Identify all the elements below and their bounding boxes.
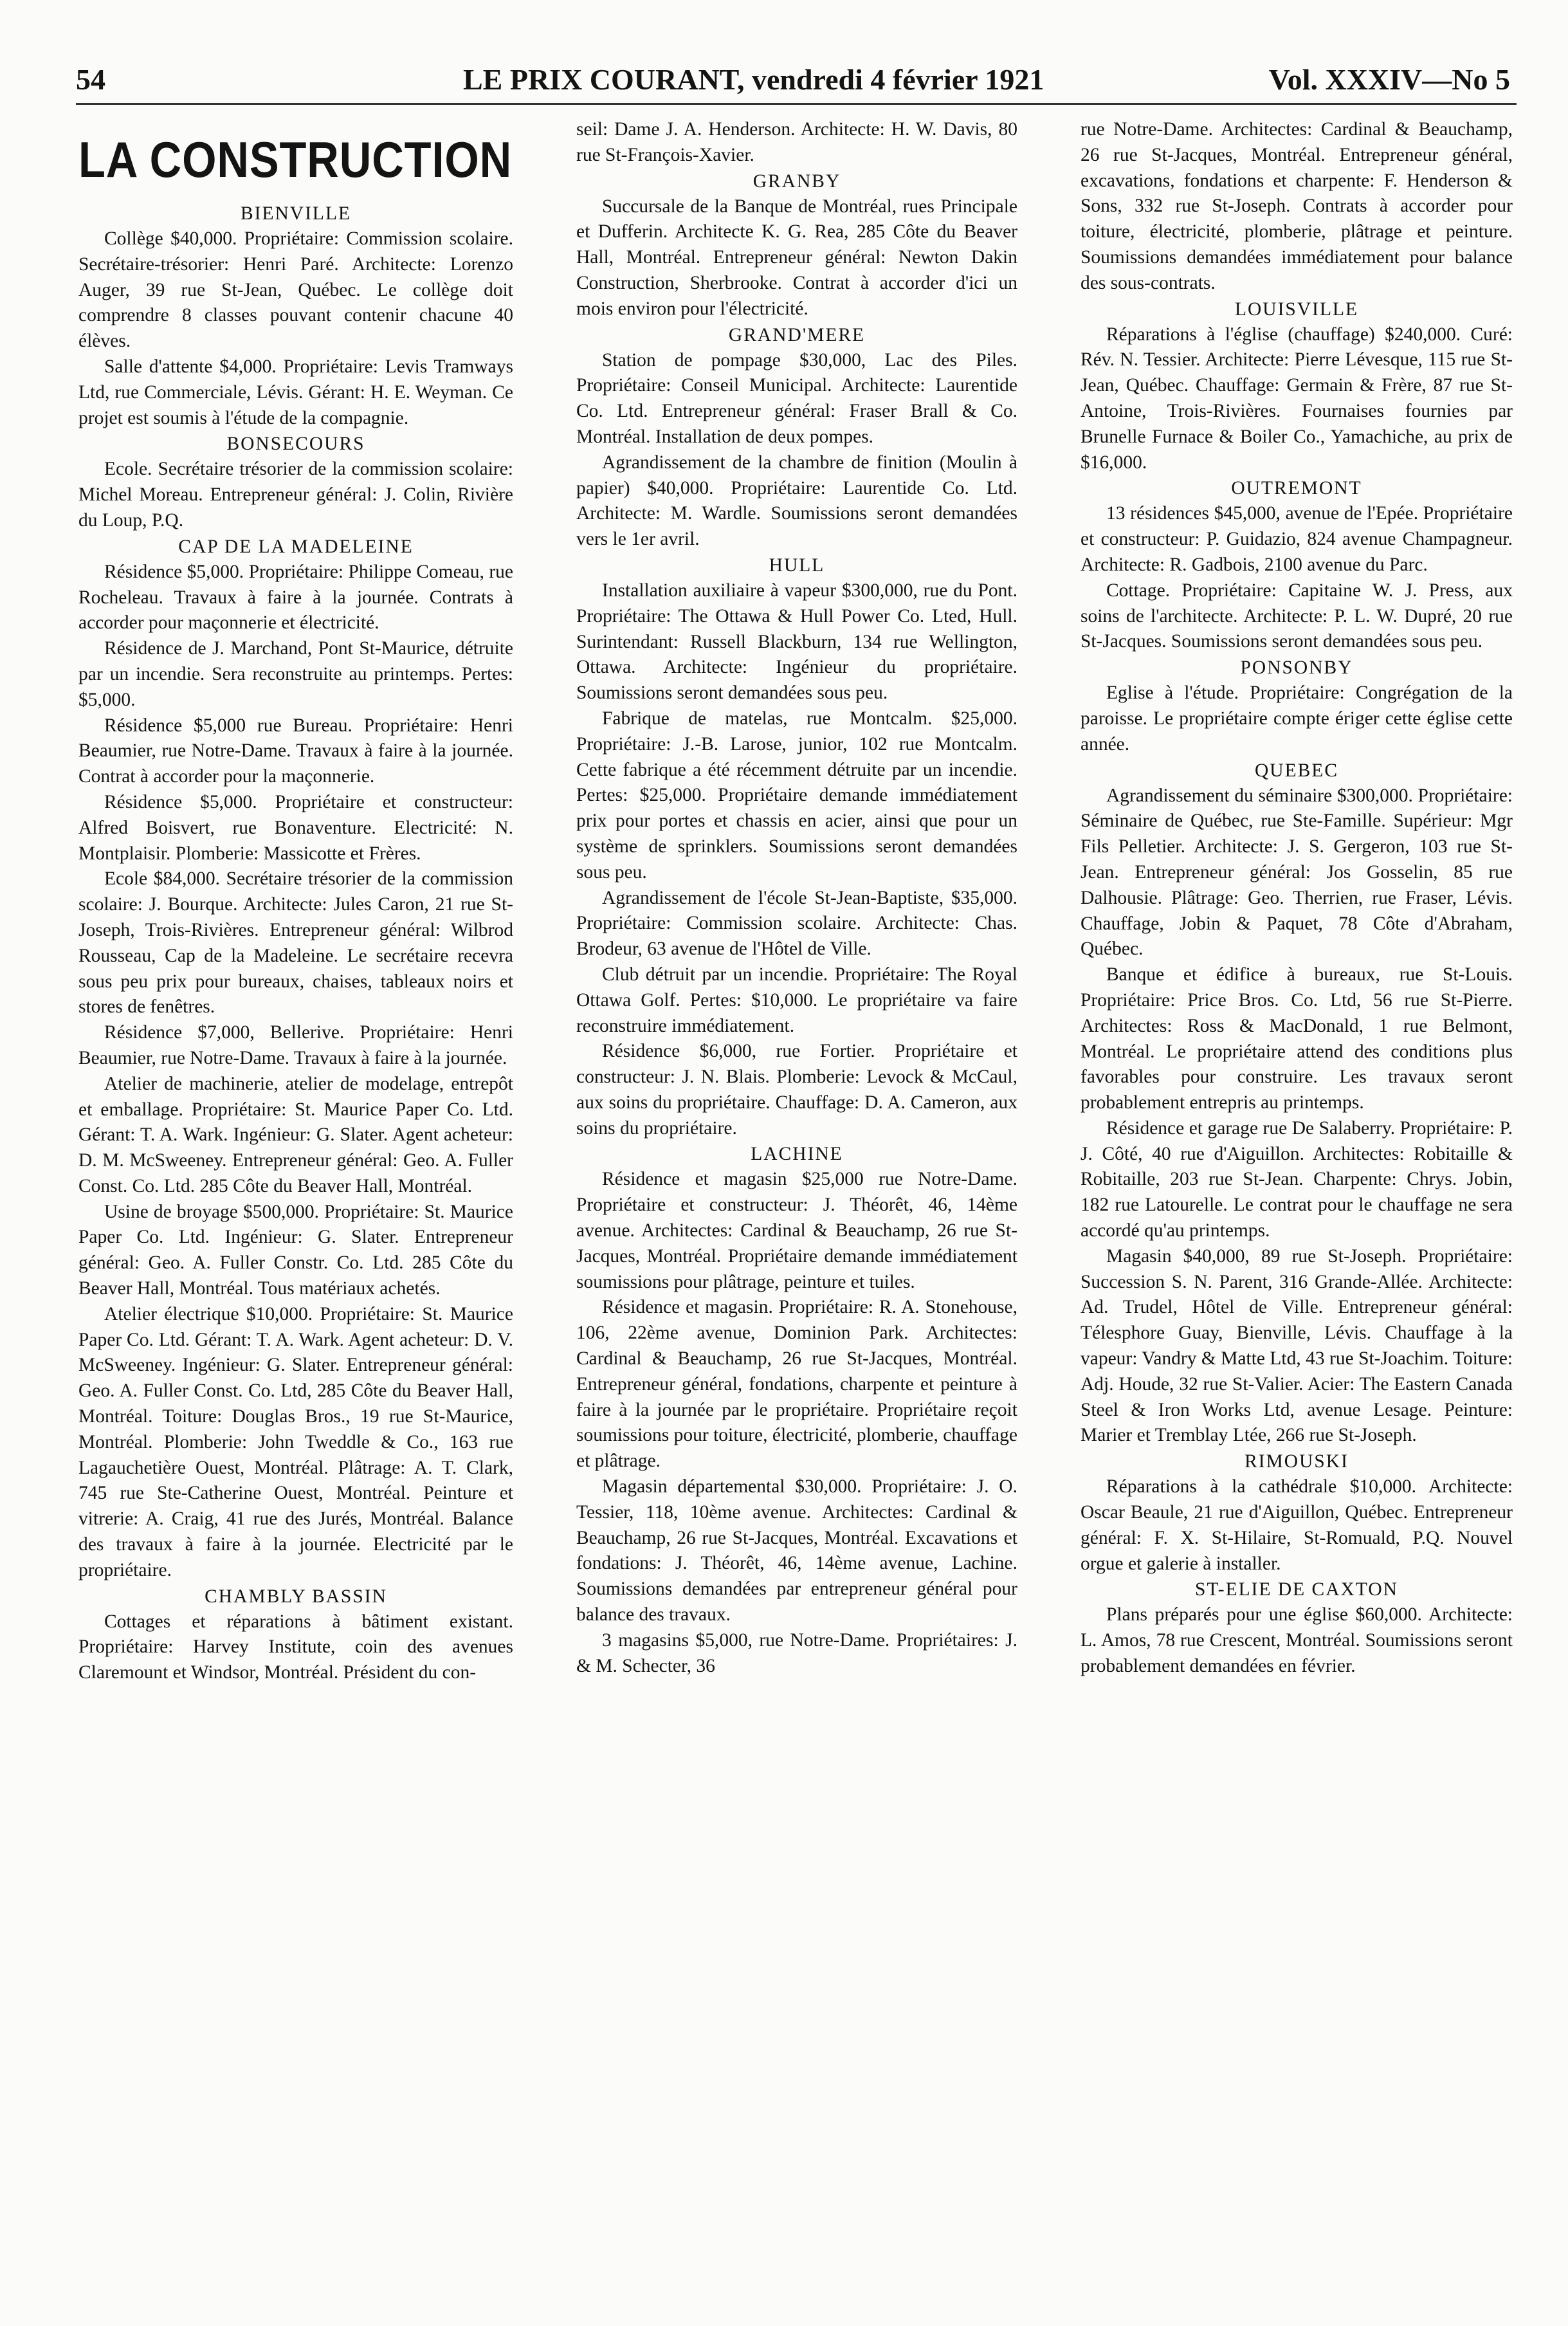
listing-paragraph: Résidence et garage rue De Salaberry. Propriétaire: P. J. Côté, 40 rue d'Aiguillon. Architectes: Robitaille & Robitaille, 203 rue St-Jean. Charpente: Chrys. Jobin, 182 rue Latourelle. Le contrat pour le chauffage ne sera accordé qu'au printemps. — [1080, 1117, 1513, 1241]
listing-paragraph: Plans préparés pour une église $60,000. Architecte: L. Amos, 78 rue Crescent, Montréal. Soumissions seront probablement demandées en février. — [1080, 1604, 1513, 1677]
listing-paragraph: Résidence $7,000, Bellerive. Propriétaire: Henri Beaumier, rue Notre-Dame. Travaux à faire à la journée. — [78, 1022, 513, 1068]
listing-paragraph: Résidence $5,000 rue Bureau. Propriétaire: Henri Beaumier, rue Notre-Dame. Travaux à faire à la journée. Contrat à accorder pour la maçonnerie. — [78, 715, 513, 787]
listing-paragraph: Salle d'attente $4,000. Propriétaire: Levis Tramways Ltd, rue Commerciale, Lévis. Gérant: H. E. Weyman. Ce projet est soumis à l'étude de la compagnie. — [78, 356, 513, 428]
continued-paragraph: rue Notre-Dame. Architectes: Cardinal & Beauchamp, 26 rue St-Jacques, Montréal. Entrepreneur général, excavations, fondations et charpente: F. Henderson & Sons, 332 rue St-Joseph. Contrats à accorder pour toiture, électricité, plomberie, plâtrage et peinture. Soumissions demandées immédiatement pour balance des sous-contrats. — [1080, 119, 1513, 293]
locality-heading: OUTREMONT — [1231, 478, 1362, 499]
volume-number: Vol. XXXIV—No 5 — [1268, 63, 1510, 96]
listing-paragraph: Installation auxiliaire à vapeur $300,000, rue du Pont. Propriétaire: The Ottawa & Hull Power Co. Lted, Hull. Surintendant: Russell Blackburn, 134 rue Wellington, Ottawa. Architecte: Ingénieur du propriétaire. Soumissions seront demandées sous peu. — [576, 580, 1017, 704]
locality-heading: GRAND'MERE — [728, 324, 866, 345]
listing-paragraph: Ecole. Secrétaire trésorier de la commission scolaire: Michel Moreau. Entrepreneur général: J. Colin, Rivière du Loup, P.Q. — [78, 459, 513, 531]
listing-paragraph: Agrandissement de la chambre de finition (Moulin à papier) $40,000. Propriétaire: Laurentide Co. Ltd. Architecte: M. Wardle. Soumissions seront demandées vers le 1er avril. — [576, 452, 1017, 550]
column-2 — [576, 117, 1017, 2290]
listing-paragraph: Résidence $6,000, rue Fortier. Propriétaire et constructeur: J. N. Blais. Plomberie: Levock & McCaul, aux soins du propriétaire. Chauffage: D. A. Cameron, aux soins du propriétaire. — [576, 1041, 1017, 1139]
header-rule — [76, 103, 1517, 105]
listing-paragraph: Fabrique de matelas, rue Montcalm. $25,000. Propriétaire: J.-B. Larose, junior, 102 rue Montcalm. Cette fabrique a été récemment détruite par un incendie. Pertes: $25,000. Propriétaire demande immédiatement prix pour portes et chassis en acier, ainsi que pour un système de sprinklers. Soumissions seront demandées sous peu. — [576, 708, 1017, 883]
locality-heading: HULL — [769, 554, 825, 576]
locality-heading: LACHINE — [751, 1144, 843, 1165]
locality-heading: BONSECOURS — [226, 434, 365, 455]
listing-paragraph: Eglise à l'étude. Propriétaire: Congrégation de la paroisse. Le propriétaire compte ériger cette église cette année. — [1080, 682, 1513, 755]
listing-paragraph: Collège $40,000. Propriétaire: Commission scolaire. Secrétaire-trésorier: Henri Paré. Architecte: Lorenzo Auger, 39 rue St-Jean, Québec. Le collège doit comprendre 8 classes pouvant contenir chacune 40 élèves. — [78, 228, 513, 352]
listing-paragraph: Réparations à l'église (chauffage) $240,000. Curé: Rév. N. Tessier. Architecte: Pierre Lévesque, 115 rue St-Jean, Québec. Chauffage: Germain & Frère, 87 rue St-Antoine, Trois-Rivières. Fournaises fournies par Brunelle Furnace & Boiler Co., Yamachiche, au prix de $16,000. — [1080, 324, 1513, 473]
locality-heading: ST-ELIE DE CAXTON — [1195, 1579, 1398, 1600]
listing-paragraph: Banque et édifice à bureaux, rue St-Louis. Propriétaire: Price Bros. Co. Ltd, 56 rue St-Pierre. Architectes: Ross & MacDonald, 1 rue Belmont, Montréal. Le propriétaire attend des conditions plus favorables pour construire. Les travaux seront probablement entrepris au printemps. — [1080, 964, 1513, 1113]
listing-paragraph: Magasin départemental $30,000. Propriétaire: J. O. Tessier, 118, 10ème avenue. Architectes: Cardinal & Beauchamp, 26 rue St-Jacques, Montréal. Excavations et fondations: J. Théorêt, 46, 14ème avenue, Lachine. Soumissions demandées par entrepreneur général pour balance des travaux. — [576, 1476, 1017, 1625]
listing-paragraph: 3 magasins $5,000, rue Notre-Dame. Propriétaires: J. & M. Schecter, 36 — [576, 1629, 1017, 1676]
section-title: LA CONSTRUCTION — [78, 131, 513, 188]
listing-paragraph: Cottages et réparations à bâtiment existant. Propriétaire: Harvey Institute, coin des avenues Claremount et Windsor, Montréal. Président du con- — [78, 1611, 513, 1683]
listing-paragraph: Atelier de machinerie, atelier de modelage, entrepôt et emballage. Propriétaire: St. Maurice Paper Co. Ltd. Gérant: T. A. Wark. Ingénieur: G. Slater. Agent acheteur: D. M. McSweeney. Entrepreneur général: Geo. A. Fuller Const. Co. Ltd. 285 Côte du Beaver Hall, Montréal. — [78, 1073, 513, 1196]
listing-paragraph: Usine de broyage $500,000. Propriétaire: St. Maurice Paper Co. Ltd. Ingénieur: G. Slater. Entrepreneur général: Geo. A. Fuller Constr. Co. Ltd. 285 Côte du Beaver Hall, Montréal. Tous matériaux achetés. — [78, 1201, 513, 1299]
locality-heading: QUEBEC — [1255, 760, 1338, 781]
listing-paragraph: Cottage. Propriétaire: Capitaine W. J. Press, aux soins de l'architecte. Architecte: P. L. W. Dupré, 20 rue St-Jacques. Soumissions seront demandées sous peu. — [1080, 580, 1513, 652]
listing-paragraph: Résidence $5,000. Propriétaire: Philippe Comeau, rue Rocheleau. Travaux à faire à la journée. Contrats à accorder pour maçonnerie et électricité. — [78, 561, 513, 634]
continued-paragraph: seil: Dame J. A. Henderson. Architecte: H. W. Davis, 80 rue St-François-Xavier. — [576, 119, 1017, 165]
locality-heading: LOUISVILLE — [1234, 298, 1359, 320]
locality-heading: BIENVILLE — [240, 203, 351, 224]
locality-heading: PONSONBY — [1240, 657, 1353, 679]
listing-paragraph: Résidence et magasin $25,000 rue Notre-Dame. Propriétaire et constructeur: J. Théorêt, 46, 14ème avenue. Architectes: Cardinal & Beauchamp, 26 rue St-Jacques, Montréal. Propriétaire demande immédiatement soumissions pour plâtrage, peinture et tuiles. — [576, 1169, 1017, 1292]
locality-heading: RIMOUSKI — [1244, 1451, 1349, 1472]
publication-title: LE PRIX COURANT, vendredi 4 février 1921 — [463, 63, 1044, 96]
listing-paragraph: Agrandissement de l'école St-Jean-Baptiste, $35,000. Propriétaire: Commission scolaire. Architecte: Chas. Brodeur, 63 avenue de l'Hôtel de Ville. — [576, 887, 1017, 960]
listing-paragraph: Ecole $84,000. Secrétaire trésorier de la commission scolaire: J. Bourque. Architecte: Jules Caron, 21 rue St-Joseph, Trois-Rivières. Entrepreneur général: Wilbrod Rousseau, Cap de la Madeleine. Le secrétaire recevra sous peu prix pour bureaux, chaises, tableaux noirs et stores de fenêtres. — [78, 868, 513, 1018]
listing-paragraph: Magasin $40,000, 89 rue St-Joseph. Propriétaire: Succession S. N. Parent, 316 Grande-Allée. Architecte: Ad. Trudel, Hôtel de Ville. Entrepreneur général: Télesphore Guay, Bienville, Lévis. Chauffage à la vapeur: Vandry & Matte Ltd, 43 rue St-Joachim. Toiture: Adj. Houde, 32 rue St-Valier. Acier: The Eastern Canada Steel & Iron Works Ltd, avenue Lesage. Peinture: Marier et Tremblay Ltée, 266 rue St-Joseph. — [1080, 1245, 1513, 1446]
locality-heading: CAP DE LA MADELEINE — [178, 536, 414, 557]
locality-heading: GRANBY — [752, 170, 841, 192]
listing-paragraph: Agrandissement du séminaire $300,000. Propriétaire: Séminaire de Québec, rue Ste-Famille. Supérieur: Mgr Fils Pelletier. Architecte: J. S. Gergeron, 103 rue St-Jean. Entrepreneur général: Jos Gosselin, 85 rue Dalhousie. Plâtrage: Geo. Therrien, rue Fraser, Lévis. Chauffage, Jobin & Paquet, 78 Côte d'Abraham, Québec. — [1080, 785, 1513, 960]
listing-paragraph: Réparations à la cathédrale $10,000. Architecte: Oscar Beaule, 21 rue d'Aiguillon, Québec. Entrepreneur général: F. X. St-Hilaire, St-Romuald, P.Q. Nouvel orgue et galerie à installer. — [1080, 1476, 1513, 1574]
listing-paragraph: Résidence $5,000. Propriétaire et constructeur: Alfred Boisvert, rue Bonaventure. Electricité: N. Montplaisir. Plomberie: Massicotte et Frères. — [78, 791, 513, 864]
page-number: 54 — [76, 63, 105, 96]
page-header — [76, 59, 1510, 100]
column-3 — [1080, 117, 1513, 2290]
locality-heading: CHAMBLY BASSIN — [205, 1586, 387, 1607]
column-1 — [78, 114, 513, 2290]
listing-paragraph: Club détruit par un incendie. Propriétaire: The Royal Ottawa Golf. Pertes: $10,000. Le propriétaire va faire reconstruire immédiatement. — [576, 964, 1017, 1036]
listing-paragraph: Atelier électrique $10,000. Propriétaire: St. Maurice Paper Co. Ltd. Gérant: T. A. Wark. Agent acheteur: D. V. McSweeney. Ingénieur: G. Slater. Entrepreneur général: Geo. A. Fuller Const. Co. Ltd, 285 Côte du Beaver Hall, Montréal. Toiture: Douglas Bros., 19 rue St-Maurice, Montréal. Plomberie: John Tweddle & Co., 163 rue Lagauchetière Ouest, Montréal. Plâtrage: A. T. Clark, 745 rue Ste-Catherine Ouest, Montréal. Peinture et vitrerie: A. Craig, 41 rue des Jurés, Montréal. Balance des travaux à faire à la journée. Electricité par le propriétaire. — [78, 1303, 513, 1580]
listing-paragraph: Résidence et magasin. Propriétaire: R. A. Stonehouse, 106, 22ème avenue, Dominion Park. Architectes: Cardinal & Beauchamp, 26 rue St-Jacques, Montréal. Entrepreneur général, fondations, charpente et peinture à faire à la journée par le propriétaire. Propriétaire reçoit soumissions pour toiture, électricité, plomberie, chauffage et plâtrage. — [576, 1297, 1017, 1472]
listing-paragraph: 13 résidences $45,000, avenue de l'Epée. Propriétaire et constructeur: P. Guidazio, 824 avenue Champagneur. Architecte: R. Gadbois, 2100 avenue du Parc. — [1080, 503, 1513, 575]
listing-paragraph: Station de pompage $30,000, Lac des Piles. Propriétaire: Conseil Municipal. Architecte: Laurentide Co. Ltd. Entrepreneur général: Fraser Brall & Co. Montréal. Installation de deux pompes. — [576, 349, 1017, 447]
listing-paragraph: Succursale de la Banque de Montréal, rues Principale et Dufferin. Architecte K. G. Rea, 285 Côte du Beaver Hall, Montréal. Entrepreneur général: Newton Dakin Construction, Sherbrooke. Contrat à accorder d'ici un mois environ pour l'électricité. — [576, 196, 1017, 319]
listing-paragraph: Résidence de J. Marchand, Pont St-Maurice, détruite par un incendie. Sera reconstruite au printemps. Pertes: $5,000. — [78, 638, 513, 710]
